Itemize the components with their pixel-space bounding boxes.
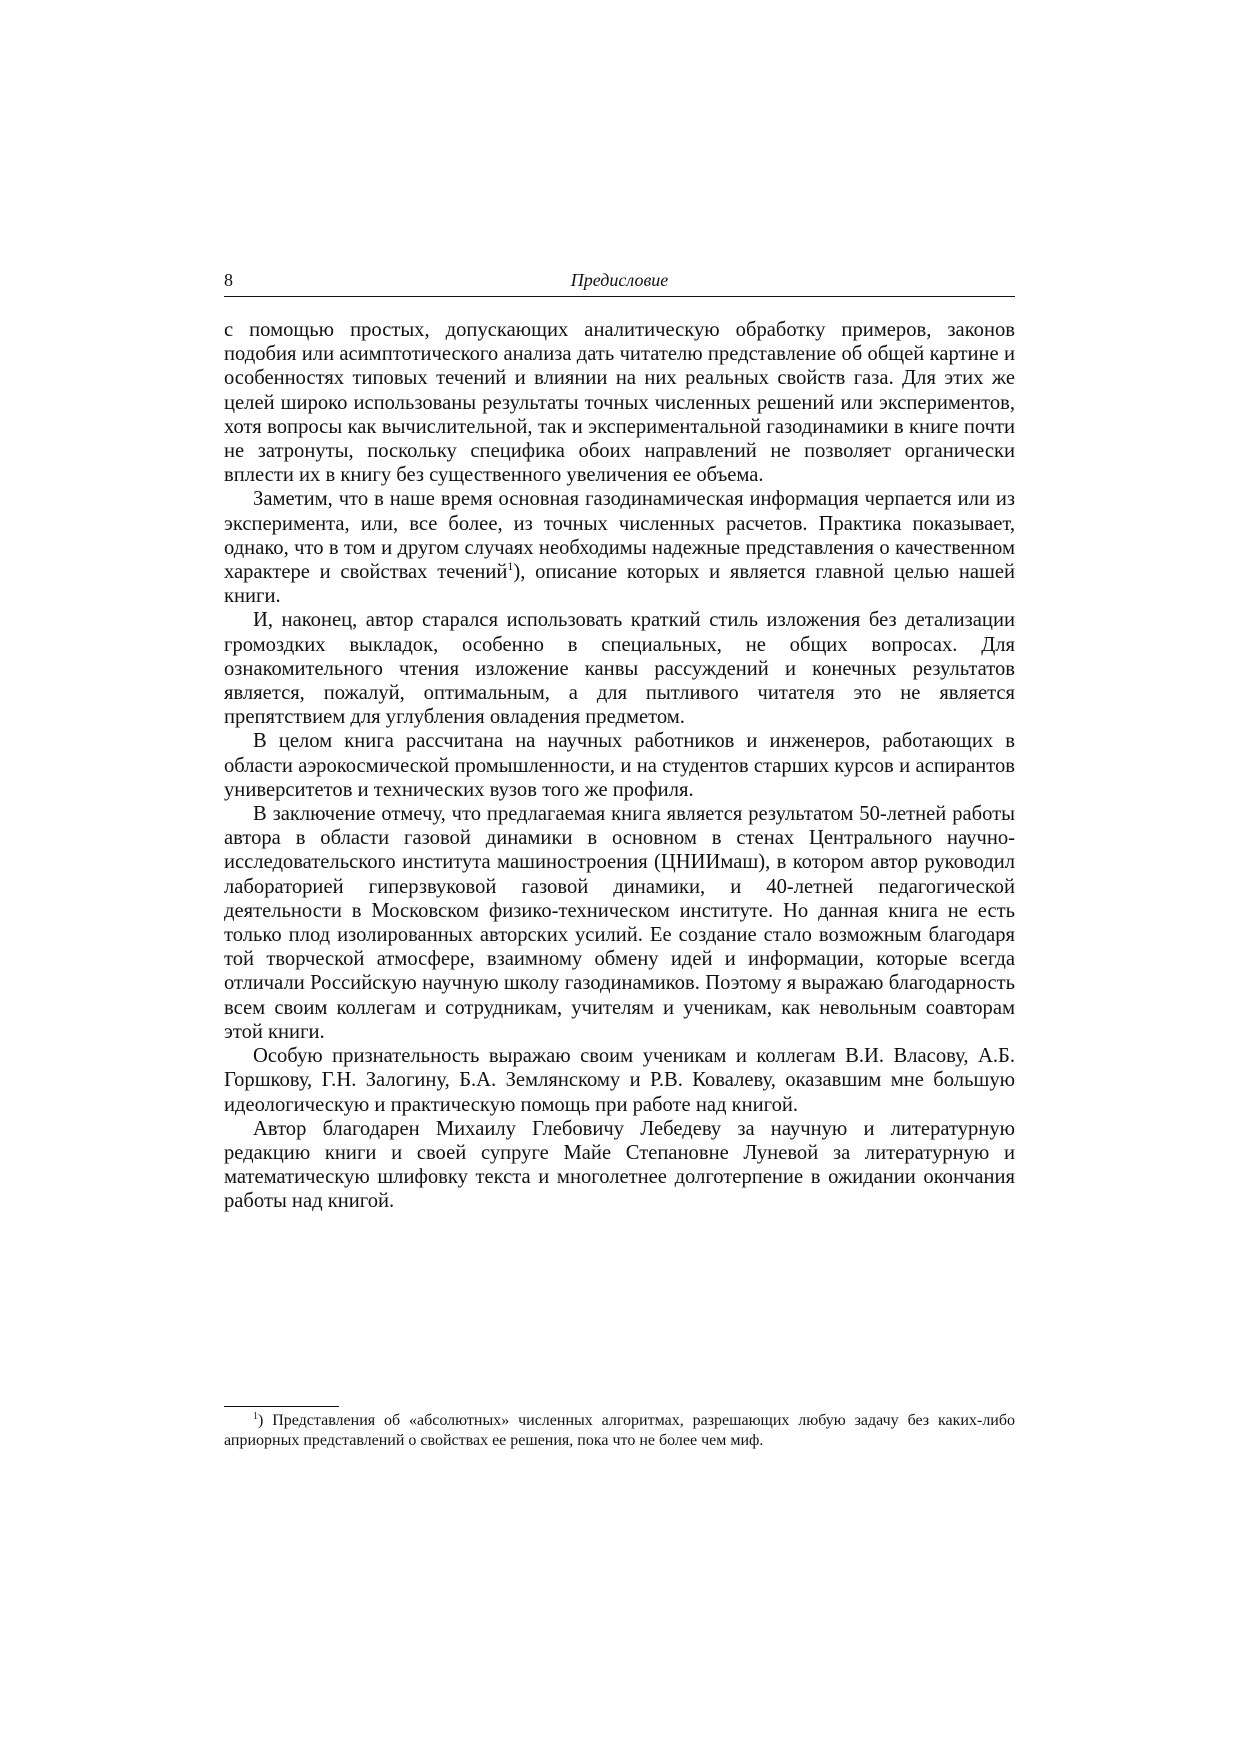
page-number: 8 bbox=[224, 270, 233, 290]
running-head bbox=[224, 268, 1015, 297]
running-title: Предисловие bbox=[570, 270, 669, 290]
footnote-marker: 1 bbox=[253, 1411, 258, 1422]
paragraph-6: Особую признательность выражаю своим ученикам и коллегам В.И. Власову, А.Б. Горшкову, Г.Н. Залогину, Б.А. Землянскому и Р.В. Ковалеву, оказавшим мне большую идеологическую и практическую помощь при работе над книгой. bbox=[224, 1045, 1015, 1116]
body-text bbox=[224, 318, 1015, 1214]
paragraph-2-text-before-note: Заметим, что в наше время основная газодинамическая информация черпается или из эксперимента, или, все более, из точных численных расчетов. Практика показывает, однако, что в том и другом случаях необходимы надежные представления о качественном характере и свойствах течений bbox=[224, 488, 1015, 584]
paragraph-2 bbox=[224, 487, 1015, 608]
footnote-rule bbox=[224, 1406, 339, 1407]
page bbox=[224, 268, 1015, 1214]
paragraph-3: И, наконец, автор старался использовать краткий стиль изложения без детализации громоздких выкладок, особенно в специальных, не общих вопросах. Для ознакомительного чтения изложение канвы рассуждений и конечных результатов является, пожалуй, оптимальным, а для пытливого читателя это не является препятствием для углубления овладения предметом. bbox=[224, 609, 1015, 729]
paragraph-1: с помощью простых, допускающих аналитическую обработку примеров, законов подобия или асимптотического анализа дать читателю представление об общей картине и особенностях типовых течений и влиянии на них реальных свойств газа. Для этих же целей широко использованы результаты точных численных решений или экспериментов, хотя вопросы как вычислительной, так и экспериментальной газодинамики в книге почти не затронуты, поскольку специфика обоих направлений не позволяет органически вплести их в книгу без существенного увеличения ее объема. bbox=[224, 319, 1015, 487]
paragraph-7: Автор благодарен Михаилу Глебовичу Лебедеву за научную и литературную редакцию книги и своей супруге Майе Степановне Луневой за литературную и математическую шлифовку текста и многолетнее долготерпение в ожидании окончания работы над книгой. bbox=[224, 1117, 1015, 1213]
footnote bbox=[224, 1411, 1015, 1451]
footnote-reference: 1 bbox=[507, 559, 514, 574]
footnote-text: ) Представления об «абсолютных» численных алгоритмах, разрешающих любую задачу без каких-либо априорных представлений о свойствах ее решения, пока что не более чем миф. bbox=[224, 1412, 1015, 1449]
paragraph-2-text-after-note: ), описание которых и является главной целью нашей книги. bbox=[224, 561, 1016, 608]
paragraph-5: В заключение отмечу, что предлагаемая книга является результатом 50-летней работы автора в области газовой динамики в основном в стенах Центрального научно-исследовательского института машиностроения (ЦНИИмаш), в котором автор руководил лабораторией гиперзвуковой газовой динамики, и 40-летней педагогической деятельности в Московском физико-техническом институте. Но данная книга не есть только плод изолированных авторских усилий. Ее создание стало возможным благодаря той творческой атмосфере, взаимному обмену идей и информации, которые всегда отличали Российскую научную школу газодинамиков. Поэтому я выражаю благодарность всем своим коллегам и сотрудникам, учителям и ученикам, как невольным соавторам этой книги. bbox=[224, 803, 1015, 1043]
paragraph-4: В целом книга рассчитана на научных работников и инженеров, работающих в области аэрокосмической промышленности, и на студентов старших курсов и аспирантов университетов и технических вузов того же профиля. bbox=[224, 730, 1015, 801]
